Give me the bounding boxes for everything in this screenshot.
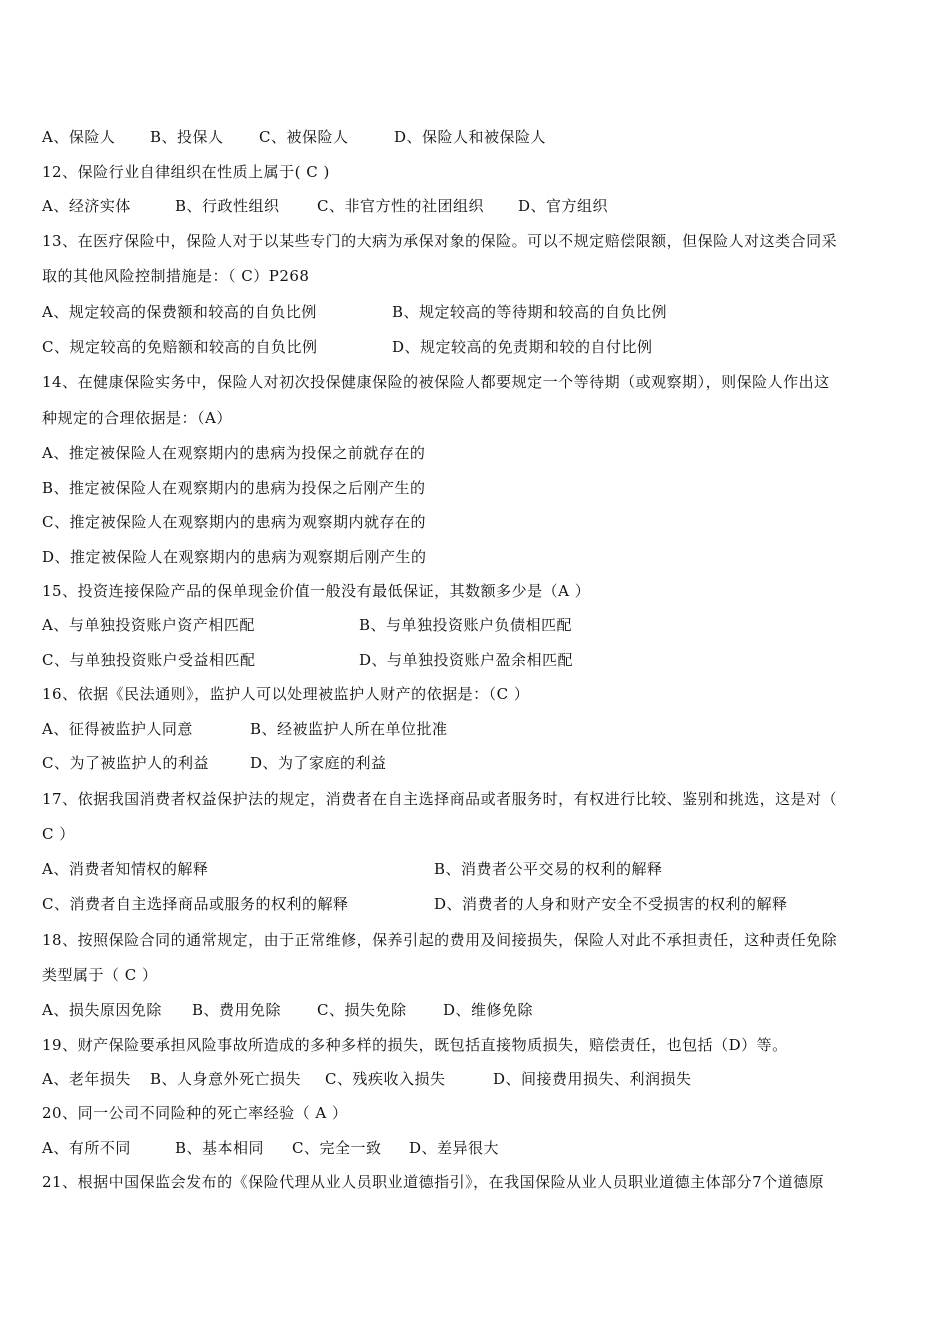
- option-d: D、规定较高的免责期和较的自付比例: [392, 338, 653, 356]
- question-20: 20、同一公司不同险种的死亡率经验（ A ）: [42, 1104, 348, 1122]
- option-a: A、征得被监护人同意: [42, 720, 193, 738]
- option-d: D、消费者的人身和财产安全不受损害的权利的解释: [434, 895, 788, 913]
- option-b: B、经被监护人所在单位批准: [250, 720, 448, 738]
- option-a: A、损失原因免除: [42, 1001, 162, 1019]
- option-d: D、官方组织: [518, 197, 609, 215]
- option-b: B、与单独投资账户负债相匹配: [359, 616, 573, 634]
- option-d: D、间接费用损失、利润损失: [493, 1070, 692, 1088]
- option-a: A、老年损失: [42, 1070, 131, 1088]
- question-16: 16、依据《民法通则》，监护人可以处理被监护人财产的依据是：（C ）: [42, 685, 530, 703]
- option-a: A、经济实体: [42, 197, 131, 215]
- question-14: 14、在健康保险实务中，保险人对初次投保健康保险的被保险人都要规定一个等待期（或观察期），则保险人作出这: [42, 373, 830, 391]
- option-c: C、残疾收入损失: [325, 1070, 446, 1088]
- option-a: A、与单独投资账户资产相匹配: [42, 616, 255, 634]
- question-13-continued: 取的其他风险控制措施是：（ C）P268: [42, 267, 310, 285]
- option-d: D、推定被保险人在观察期内的患病为观察期后刚产生的: [42, 548, 427, 566]
- option-a: A、消费者知情权的解释: [42, 860, 209, 878]
- option-c: C、为了被监护人的利益: [42, 754, 209, 772]
- question-21: 21、根据中国保监会发布的《保险代理从业人员职业道德指引》，在我国保险从业人员职业道德主体部分7个道德原: [42, 1173, 825, 1191]
- option-a: A、规定较高的保费额和较高的自负比例: [42, 303, 317, 321]
- option-b: B、行政性组织: [175, 197, 280, 215]
- option-b: B、费用免除: [192, 1001, 282, 1019]
- question-18: 18、按照保险合同的通常规定，由于正常维修，保养引起的费用及间接损失，保险人对此不承担责任，这种责任免除: [42, 931, 838, 949]
- option-a: A、有所不同: [42, 1139, 131, 1157]
- question-12: 12、保险行业自律组织在性质上属于( C ): [42, 163, 330, 181]
- option-c: C、被保险人: [259, 128, 349, 146]
- option-d: D、差异很大: [409, 1139, 500, 1157]
- option-c: C、推定被保险人在观察期内的患病为观察期内就存在的: [42, 513, 426, 531]
- option-c: C、消费者自主选择商品或服务的权利的解释: [42, 895, 349, 913]
- option-d: D、保险人和被保险人: [394, 128, 547, 146]
- option-c: C、损失免除: [317, 1001, 407, 1019]
- option-b: B、基本相同: [175, 1139, 265, 1157]
- option-b: B、投保人: [150, 128, 224, 146]
- question-17: 17、依据我国消费者权益保护法的规定，消费者在自主选择商品或者服务时，有权进行比较、鉴别和挑选，这是对（: [42, 790, 838, 808]
- option-c: C、非官方性的社团组织: [317, 197, 484, 215]
- option-b: B、人身意外死亡损失: [150, 1070, 302, 1088]
- question-19: 19、财产保险要承担风险事故所造成的多种多样的损失，既包括直接物质损失，赔偿责任，也包括（D）等。: [42, 1036, 788, 1054]
- option-a: A、保险人: [42, 128, 116, 146]
- option-c: C、规定较高的免赔额和较高的自负比例: [42, 338, 318, 356]
- question-17-continued: C ）: [42, 825, 75, 843]
- option-b: B、推定被保险人在观察期内的患病为投保之后刚产生的: [42, 479, 426, 497]
- question-18-continued: 类型属于（ C ）: [42, 966, 158, 984]
- option-d: D、维修免除: [443, 1001, 534, 1019]
- question-13: 13、在医疗保险中，保险人对于以某些专门的大病为承保对象的保险。可以不规定赔偿限额，但保险人对这类合同采: [42, 232, 838, 250]
- question-14-continued: 种规定的合理依据是：（A）: [42, 409, 232, 427]
- option-d: D、为了家庭的利益: [250, 754, 387, 772]
- option-c: C、与单独投资账户受益相匹配: [42, 651, 256, 669]
- option-a: A、推定被保险人在观察期内的患病为投保之前就存在的: [42, 444, 426, 462]
- option-d: D、与单独投资账户盈余相匹配: [359, 651, 574, 669]
- option-c: C、完全一致: [292, 1139, 382, 1157]
- option-b: B、消费者公平交易的权利的解释: [434, 860, 663, 878]
- question-15: 15、投资连接保险产品的保单现金价值一般没有最低保证，其数额多少是（A ）: [42, 582, 591, 600]
- option-b: B、规定较高的等待期和较高的自负比例: [392, 303, 668, 321]
